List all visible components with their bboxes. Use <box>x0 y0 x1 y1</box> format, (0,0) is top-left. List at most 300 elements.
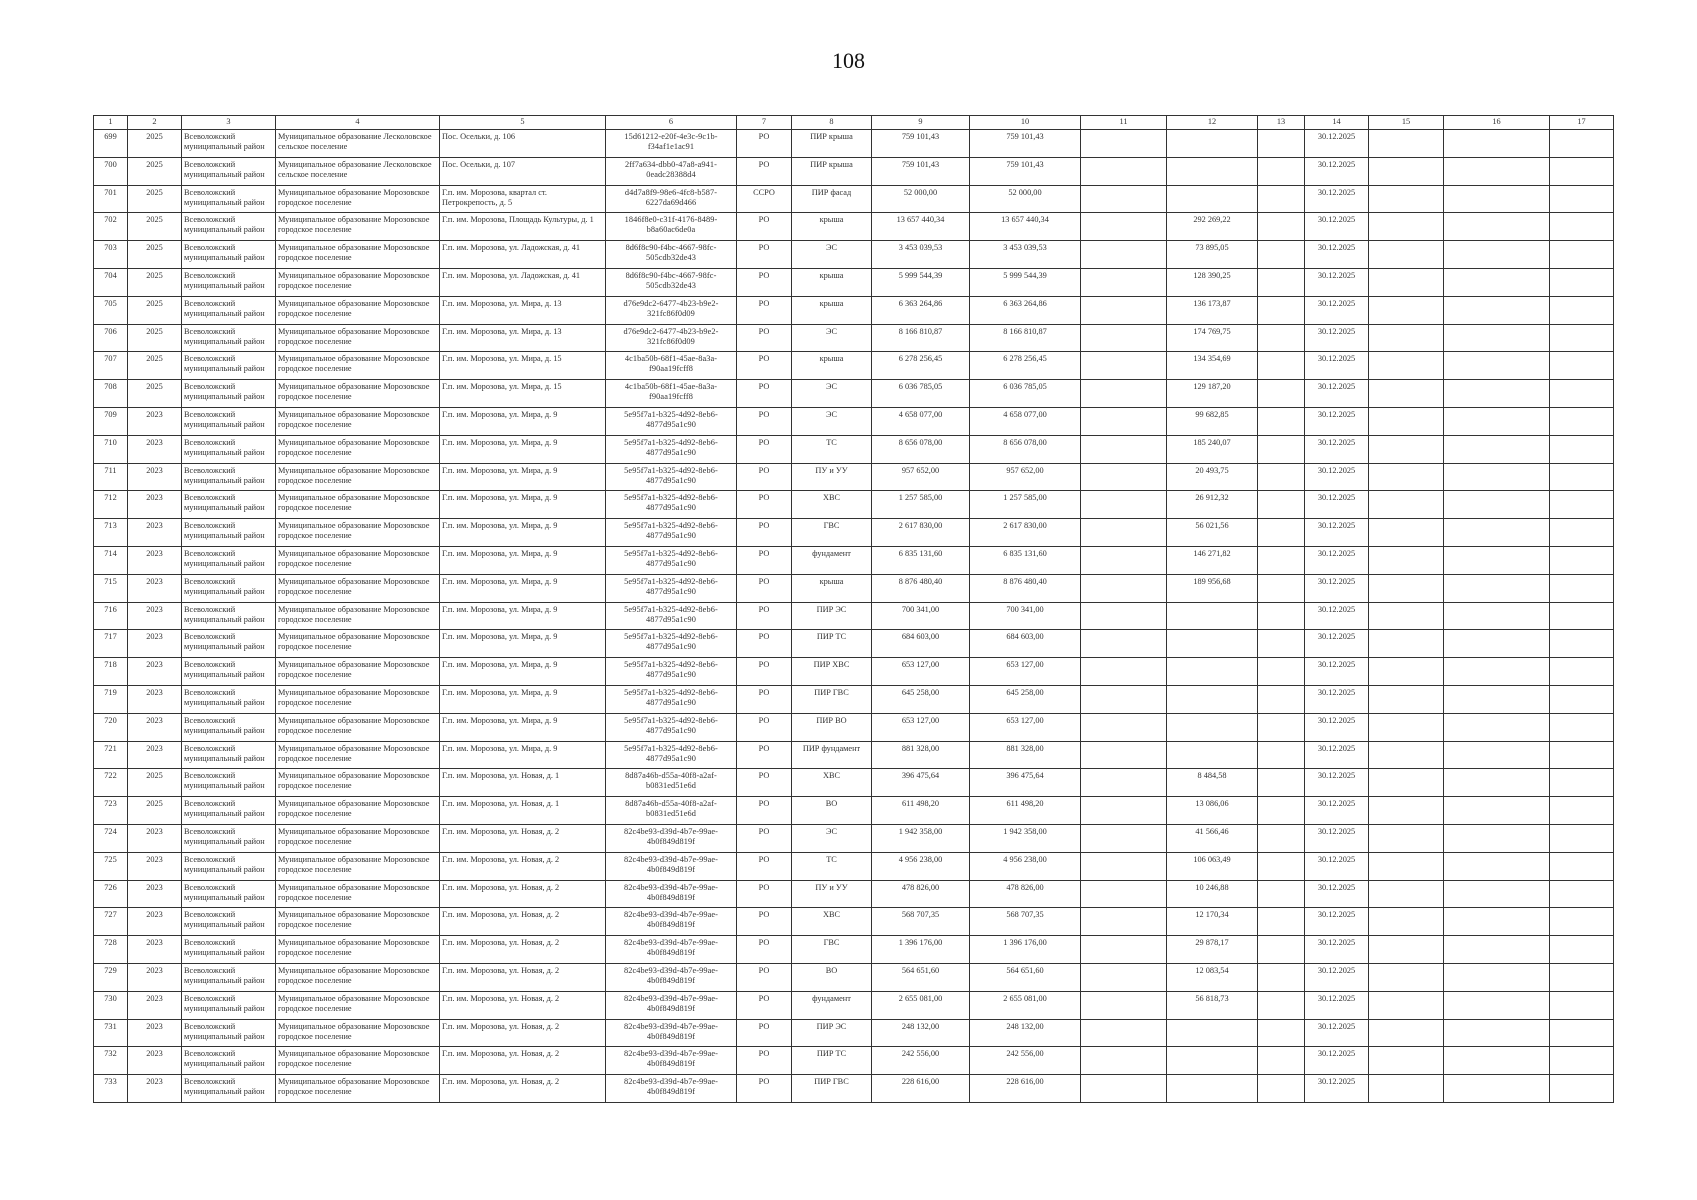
table-row <box>94 130 1614 158</box>
work-type-cell: ПИР фасад <box>792 185 872 213</box>
address-cell: Г.п. им. Морозова, ул. Мира, д. 15 <box>440 380 606 408</box>
col-15-cell <box>1369 936 1444 964</box>
address-cell: Г.п. им. Морозова, ул. Новая, д. 2 <box>440 908 606 936</box>
column-header-6: 6 <box>606 116 737 130</box>
district-cell: Всеволожский муниципальный район <box>182 268 276 296</box>
house-id-cell: 1846f8e0-c31f-4176-8489-b8a60ac6de0a <box>606 213 737 241</box>
row-number-cell: 729 <box>94 963 128 991</box>
fund-cost-cell: 5 999 544,39 <box>970 268 1081 296</box>
col-17-cell <box>1550 963 1614 991</box>
col-13-cell <box>1258 1075 1305 1103</box>
col-13-cell <box>1258 991 1305 1019</box>
col-17-cell <box>1550 685 1614 713</box>
fund-cost-cell: 1 942 358,00 <box>970 824 1081 852</box>
col-16-cell <box>1444 685 1550 713</box>
col-15-cell <box>1369 769 1444 797</box>
deadline-cell: 30.12.2025 <box>1305 213 1369 241</box>
col-15-cell <box>1369 630 1444 658</box>
col-15-cell <box>1369 963 1444 991</box>
municipality-cell: Муниципальное образование Морозовское городское поселение <box>276 1075 440 1103</box>
row-number-cell: 712 <box>94 491 128 519</box>
col-13-cell <box>1258 769 1305 797</box>
col-12-cell: 106 063,49 <box>1167 852 1258 880</box>
municipality-cell: Муниципальное образование Морозовское городское поселение <box>276 963 440 991</box>
col-13-cell <box>1258 963 1305 991</box>
row-number-cell: 708 <box>94 380 128 408</box>
page-number: 108 <box>832 48 865 73</box>
fund-cost-cell: 8 656 078,00 <box>970 435 1081 463</box>
municipality-cell: Муниципальное образование Морозовское городское поселение <box>276 324 440 352</box>
fund-cost-cell: 396 475,64 <box>970 769 1081 797</box>
col-15-cell <box>1369 546 1444 574</box>
col-11-cell <box>1081 435 1167 463</box>
total-cost-cell: 6 835 131,60 <box>872 546 970 574</box>
col-12-cell: 56 021,56 <box>1167 519 1258 547</box>
table-row <box>94 213 1614 241</box>
row-number-cell: 732 <box>94 1047 128 1075</box>
col-15-cell <box>1369 130 1444 158</box>
address-cell: Г.п. им. Морозова, квартал ст. Петрокрепость, д. 5 <box>440 185 606 213</box>
deadline-cell: 30.12.2025 <box>1305 435 1369 463</box>
col-12-cell: 292 269,22 <box>1167 213 1258 241</box>
municipality-cell: Муниципальное образование Морозовское городское поселение <box>276 435 440 463</box>
total-cost-cell: 4 956 238,00 <box>872 852 970 880</box>
address-cell: Пос. Осельки, д. 107 <box>440 157 606 185</box>
col-17-cell <box>1550 1019 1614 1047</box>
col-11-cell <box>1081 630 1167 658</box>
deadline-cell: 30.12.2025 <box>1305 296 1369 324</box>
deadline-cell: 30.12.2025 <box>1305 407 1369 435</box>
house-id-cell: 4c1ba50b-68f1-45ae-8a3a-f90aa19fcff8 <box>606 352 737 380</box>
municipality-cell: Муниципальное образование Морозовское городское поселение <box>276 1019 440 1047</box>
column-header-1: 1 <box>94 116 128 130</box>
col-13-cell <box>1258 268 1305 296</box>
col-15-cell <box>1369 1019 1444 1047</box>
col-16-cell <box>1444 852 1550 880</box>
district-cell: Всеволожский муниципальный район <box>182 963 276 991</box>
header-row <box>94 116 1614 130</box>
col-16-cell <box>1444 407 1550 435</box>
row-number-cell: 723 <box>94 797 128 825</box>
column-header-8: 8 <box>792 116 872 130</box>
house-id-cell: 82c4be93-d39d-4b7e-99ae-4b0f849d819f <box>606 1019 737 1047</box>
column-header-2: 2 <box>128 116 182 130</box>
col-12-cell: 29 878,17 <box>1167 936 1258 964</box>
deadline-cell: 30.12.2025 <box>1305 713 1369 741</box>
year-cell: 2023 <box>128 546 182 574</box>
table-row <box>94 713 1614 741</box>
col-17-cell <box>1550 519 1614 547</box>
column-header-17: 17 <box>1550 116 1614 130</box>
col-15-cell <box>1369 491 1444 519</box>
row-number-cell: 718 <box>94 658 128 686</box>
house-id-cell: 82c4be93-d39d-4b7e-99ae-4b0f849d819f <box>606 936 737 964</box>
table-row <box>94 797 1614 825</box>
municipality-cell: Муниципальное образование Морозовское городское поселение <box>276 213 440 241</box>
total-cost-cell: 6 036 785,05 <box>872 380 970 408</box>
program-cell: РО <box>737 213 792 241</box>
program-cell: РО <box>737 130 792 158</box>
col-16-cell <box>1444 824 1550 852</box>
deadline-cell: 30.12.2025 <box>1305 1047 1369 1075</box>
col-17-cell <box>1550 324 1614 352</box>
table-row <box>94 852 1614 880</box>
table-row <box>94 685 1614 713</box>
col-15-cell <box>1369 519 1444 547</box>
col-11-cell <box>1081 324 1167 352</box>
col-17-cell <box>1550 602 1614 630</box>
house-id-cell: 5e95f7a1-b325-4d92-8eb6-4877d95a1c90 <box>606 546 737 574</box>
house-id-cell: 5e95f7a1-b325-4d92-8eb6-4877d95a1c90 <box>606 435 737 463</box>
year-cell: 2023 <box>128 574 182 602</box>
fund-cost-cell: 3 453 039,53 <box>970 241 1081 269</box>
address-cell: Г.п. им. Морозова, ул. Новая, д. 2 <box>440 1075 606 1103</box>
work-type-cell: ВО <box>792 963 872 991</box>
year-cell: 2023 <box>128 658 182 686</box>
program-cell: РО <box>737 296 792 324</box>
year-cell: 2025 <box>128 185 182 213</box>
address-cell: Г.п. им. Морозова, ул. Мира, д. 9 <box>440 519 606 547</box>
address-cell: Г.п. им. Морозова, ул. Новая, д. 1 <box>440 797 606 825</box>
total-cost-cell: 645 258,00 <box>872 685 970 713</box>
work-type-cell: фундамент <box>792 546 872 574</box>
total-cost-cell: 759 101,43 <box>872 157 970 185</box>
deadline-cell: 30.12.2025 <box>1305 380 1369 408</box>
col-12-cell: 26 912,32 <box>1167 491 1258 519</box>
total-cost-cell: 478 826,00 <box>872 880 970 908</box>
program-cell: РО <box>737 380 792 408</box>
col-15-cell <box>1369 463 1444 491</box>
row-number-cell: 717 <box>94 630 128 658</box>
district-cell: Всеволожский муниципальный район <box>182 741 276 769</box>
row-number-cell: 725 <box>94 852 128 880</box>
col-16-cell <box>1444 741 1550 769</box>
col-15-cell <box>1369 824 1444 852</box>
col-13-cell <box>1258 685 1305 713</box>
work-type-cell: ТС <box>792 852 872 880</box>
district-cell: Всеволожский муниципальный район <box>182 241 276 269</box>
col-13-cell <box>1258 213 1305 241</box>
col-17-cell <box>1550 1075 1614 1103</box>
program-cell: РО <box>737 1075 792 1103</box>
col-11-cell <box>1081 852 1167 880</box>
deadline-cell: 30.12.2025 <box>1305 546 1369 574</box>
col-11-cell <box>1081 936 1167 964</box>
column-header-15: 15 <box>1369 116 1444 130</box>
total-cost-cell: 957 652,00 <box>872 463 970 491</box>
program-cell: РО <box>737 630 792 658</box>
district-cell: Всеволожский муниципальный район <box>182 491 276 519</box>
col-17-cell <box>1550 1047 1614 1075</box>
col-16-cell <box>1444 463 1550 491</box>
col-15-cell <box>1369 880 1444 908</box>
col-13-cell <box>1258 407 1305 435</box>
year-cell: 2025 <box>128 296 182 324</box>
deadline-cell: 30.12.2025 <box>1305 463 1369 491</box>
year-cell: 2023 <box>128 713 182 741</box>
col-15-cell <box>1369 380 1444 408</box>
program-cell: РО <box>737 352 792 380</box>
house-id-cell: 82c4be93-d39d-4b7e-99ae-4b0f849d819f <box>606 963 737 991</box>
col-12-cell <box>1167 630 1258 658</box>
col-12-cell: 99 682,85 <box>1167 407 1258 435</box>
work-type-cell: ГВС <box>792 936 872 964</box>
deadline-cell: 30.12.2025 <box>1305 185 1369 213</box>
deadline-cell: 30.12.2025 <box>1305 685 1369 713</box>
col-17-cell <box>1550 157 1614 185</box>
fund-cost-cell: 6 363 264,86 <box>970 296 1081 324</box>
col-17-cell <box>1550 713 1614 741</box>
col-12-cell: 41 566,46 <box>1167 824 1258 852</box>
district-cell: Всеволожский муниципальный район <box>182 685 276 713</box>
col-15-cell <box>1369 602 1444 630</box>
total-cost-cell: 759 101,43 <box>872 130 970 158</box>
house-id-cell: 2ff7a634-dbb0-47a8-a941-0eadc28388d4 <box>606 157 737 185</box>
col-11-cell <box>1081 908 1167 936</box>
col-15-cell <box>1369 908 1444 936</box>
deadline-cell: 30.12.2025 <box>1305 852 1369 880</box>
col-13-cell <box>1258 1019 1305 1047</box>
total-cost-cell: 52 000,00 <box>872 185 970 213</box>
col-12-cell <box>1167 658 1258 686</box>
address-cell: Г.п. им. Морозова, ул. Новая, д. 2 <box>440 991 606 1019</box>
col-16-cell <box>1444 908 1550 936</box>
work-type-cell: ЭС <box>792 407 872 435</box>
total-cost-cell: 5 999 544,39 <box>872 268 970 296</box>
row-number-cell: 711 <box>94 463 128 491</box>
col-12-cell: 146 271,82 <box>1167 546 1258 574</box>
year-cell: 2025 <box>128 157 182 185</box>
municipality-cell: Муниципальное образование Морозовское городское поселение <box>276 908 440 936</box>
col-17-cell <box>1550 630 1614 658</box>
work-type-cell: ПИР крыша <box>792 130 872 158</box>
col-17-cell <box>1550 574 1614 602</box>
fund-cost-cell: 242 556,00 <box>970 1047 1081 1075</box>
row-number-cell: 720 <box>94 713 128 741</box>
col-15-cell <box>1369 435 1444 463</box>
col-13-cell <box>1258 130 1305 158</box>
col-11-cell <box>1081 241 1167 269</box>
district-cell: Всеволожский муниципальный район <box>182 1047 276 1075</box>
program-cell: РО <box>737 463 792 491</box>
col-12-cell: 129 187,20 <box>1167 380 1258 408</box>
deadline-cell: 30.12.2025 <box>1305 157 1369 185</box>
work-type-cell: ПИР ТС <box>792 1047 872 1075</box>
work-type-cell: ПИР фундамент <box>792 741 872 769</box>
year-cell: 2023 <box>128 991 182 1019</box>
house-id-cell: 5e95f7a1-b325-4d92-8eb6-4877d95a1c90 <box>606 741 737 769</box>
col-16-cell <box>1444 630 1550 658</box>
address-cell: Г.п. им. Морозова, ул. Новая, д. 2 <box>440 880 606 908</box>
address-cell: Г.п. им. Морозова, ул. Новая, д. 2 <box>440 824 606 852</box>
program-cell: РО <box>737 852 792 880</box>
col-17-cell <box>1550 741 1614 769</box>
year-cell: 2023 <box>128 630 182 658</box>
table-row <box>94 407 1614 435</box>
col-15-cell <box>1369 268 1444 296</box>
total-cost-cell: 228 616,00 <box>872 1075 970 1103</box>
program-cell: РО <box>737 491 792 519</box>
year-cell: 2025 <box>128 241 182 269</box>
row-number-cell: 731 <box>94 1019 128 1047</box>
row-number-cell: 706 <box>94 324 128 352</box>
deadline-cell: 30.12.2025 <box>1305 963 1369 991</box>
year-cell: 2023 <box>128 435 182 463</box>
col-13-cell <box>1258 713 1305 741</box>
deadline-cell: 30.12.2025 <box>1305 658 1369 686</box>
program-cell: РО <box>737 991 792 1019</box>
row-number-cell: 727 <box>94 908 128 936</box>
municipality-cell: Муниципальное образование Морозовское городское поселение <box>276 991 440 1019</box>
total-cost-cell: 1 396 176,00 <box>872 936 970 964</box>
address-cell: Г.п. им. Морозова, ул. Мира, д. 9 <box>440 546 606 574</box>
address-cell: Г.п. им. Морозова, ул. Ладожская, д. 41 <box>440 268 606 296</box>
col-17-cell <box>1550 852 1614 880</box>
deadline-cell: 30.12.2025 <box>1305 741 1369 769</box>
fund-cost-cell: 8 166 810,87 <box>970 324 1081 352</box>
fund-cost-cell: 653 127,00 <box>970 658 1081 686</box>
total-cost-cell: 2 617 830,00 <box>872 519 970 547</box>
program-cell: РО <box>737 241 792 269</box>
fund-cost-cell: 881 328,00 <box>970 741 1081 769</box>
row-number-cell: 704 <box>94 268 128 296</box>
program-cell: РО <box>737 769 792 797</box>
col-11-cell <box>1081 685 1167 713</box>
work-type-cell: ЭС <box>792 824 872 852</box>
work-type-cell: ЭС <box>792 380 872 408</box>
col-11-cell <box>1081 880 1167 908</box>
program-cell: РО <box>737 797 792 825</box>
fund-cost-cell: 645 258,00 <box>970 685 1081 713</box>
deadline-cell: 30.12.2025 <box>1305 1075 1369 1103</box>
municipality-cell: Муниципальное образование Морозовское городское поселение <box>276 546 440 574</box>
work-type-cell: ПУ и УУ <box>792 463 872 491</box>
row-number-cell: 710 <box>94 435 128 463</box>
fund-cost-cell: 700 341,00 <box>970 602 1081 630</box>
district-cell: Всеволожский муниципальный район <box>182 797 276 825</box>
col-17-cell <box>1550 352 1614 380</box>
table-row <box>94 1019 1614 1047</box>
table-row <box>94 880 1614 908</box>
col-17-cell <box>1550 213 1614 241</box>
house-id-cell: 8d87a46b-d55a-40f8-a2af-b0831ed51e6d <box>606 797 737 825</box>
address-cell: Г.п. им. Морозова, ул. Мира, д. 9 <box>440 713 606 741</box>
fund-cost-cell: 228 616,00 <box>970 1075 1081 1103</box>
col-13-cell <box>1258 380 1305 408</box>
municipality-cell: Муниципальное образование Морозовское городское поселение <box>276 407 440 435</box>
fund-cost-cell: 4 956 238,00 <box>970 852 1081 880</box>
total-cost-cell: 6 363 264,86 <box>872 296 970 324</box>
row-number-cell: 730 <box>94 991 128 1019</box>
work-type-cell: ПИР ХВС <box>792 658 872 686</box>
col-12-cell: 73 895,05 <box>1167 241 1258 269</box>
col-11-cell <box>1081 463 1167 491</box>
work-type-cell: крыша <box>792 574 872 602</box>
col-15-cell <box>1369 324 1444 352</box>
year-cell: 2025 <box>128 352 182 380</box>
table-row <box>94 1075 1614 1103</box>
col-13-cell <box>1258 880 1305 908</box>
work-type-cell: ТС <box>792 435 872 463</box>
col-12-cell <box>1167 185 1258 213</box>
house-id-cell: 8d6f8c90-f4bc-4667-98fc-505cdb32de43 <box>606 241 737 269</box>
address-cell: Г.п. им. Морозова, ул. Мира, д. 15 <box>440 352 606 380</box>
district-cell: Всеволожский муниципальный район <box>182 130 276 158</box>
district-cell: Всеволожский муниципальный район <box>182 157 276 185</box>
row-number-cell: 713 <box>94 519 128 547</box>
col-17-cell <box>1550 797 1614 825</box>
col-15-cell <box>1369 185 1444 213</box>
col-11-cell <box>1081 769 1167 797</box>
col-17-cell <box>1550 908 1614 936</box>
table-row <box>94 463 1614 491</box>
column-header-3: 3 <box>182 116 276 130</box>
col-17-cell <box>1550 991 1614 1019</box>
col-12-cell: 136 173,87 <box>1167 296 1258 324</box>
col-12-cell: 189 956,68 <box>1167 574 1258 602</box>
work-type-cell: ХВС <box>792 769 872 797</box>
fund-cost-cell: 4 658 077,00 <box>970 407 1081 435</box>
col-12-cell: 185 240,07 <box>1167 435 1258 463</box>
municipality-cell: Муниципальное образование Морозовское городское поселение <box>276 241 440 269</box>
address-cell: Г.п. им. Морозова, ул. Мира, д. 9 <box>440 685 606 713</box>
col-12-cell <box>1167 713 1258 741</box>
row-number-cell: 722 <box>94 769 128 797</box>
fund-cost-cell: 611 498,20 <box>970 797 1081 825</box>
work-type-cell: ХВС <box>792 491 872 519</box>
address-cell: Г.п. им. Морозова, ул. Новая, д. 2 <box>440 936 606 964</box>
col-13-cell <box>1258 574 1305 602</box>
total-cost-cell: 564 651,60 <box>872 963 970 991</box>
row-number-cell: 703 <box>94 241 128 269</box>
district-cell: Всеволожский муниципальный район <box>182 574 276 602</box>
deadline-cell: 30.12.2025 <box>1305 991 1369 1019</box>
district-cell: Всеволожский муниципальный район <box>182 991 276 1019</box>
col-11-cell <box>1081 491 1167 519</box>
fund-cost-cell: 684 603,00 <box>970 630 1081 658</box>
fund-cost-cell: 564 651,60 <box>970 963 1081 991</box>
program-cell: РО <box>737 908 792 936</box>
col-15-cell <box>1369 658 1444 686</box>
col-17-cell <box>1550 268 1614 296</box>
fund-cost-cell: 957 652,00 <box>970 463 1081 491</box>
program-cell: РО <box>737 713 792 741</box>
col-16-cell <box>1444 185 1550 213</box>
deadline-cell: 30.12.2025 <box>1305 574 1369 602</box>
program-cell: ССРО <box>737 185 792 213</box>
district-cell: Всеволожский муниципальный район <box>182 546 276 574</box>
year-cell: 2025 <box>128 130 182 158</box>
table-row <box>94 602 1614 630</box>
municipality-cell: Муниципальное образование Морозовское городское поселение <box>276 769 440 797</box>
year-cell: 2023 <box>128 963 182 991</box>
district-cell: Всеволожский муниципальный район <box>182 213 276 241</box>
district-cell: Всеволожский муниципальный район <box>182 407 276 435</box>
district-cell: Всеволожский муниципальный район <box>182 435 276 463</box>
col-11-cell <box>1081 797 1167 825</box>
deadline-cell: 30.12.2025 <box>1305 324 1369 352</box>
col-17-cell <box>1550 658 1614 686</box>
col-17-cell <box>1550 936 1614 964</box>
col-11-cell <box>1081 157 1167 185</box>
program-cell: РО <box>737 324 792 352</box>
house-id-cell: 5e95f7a1-b325-4d92-8eb6-4877d95a1c90 <box>606 713 737 741</box>
fund-cost-cell: 13 657 440,34 <box>970 213 1081 241</box>
year-cell: 2025 <box>128 797 182 825</box>
col-17-cell <box>1550 769 1614 797</box>
col-16-cell <box>1444 602 1550 630</box>
col-12-cell: 13 086,06 <box>1167 797 1258 825</box>
